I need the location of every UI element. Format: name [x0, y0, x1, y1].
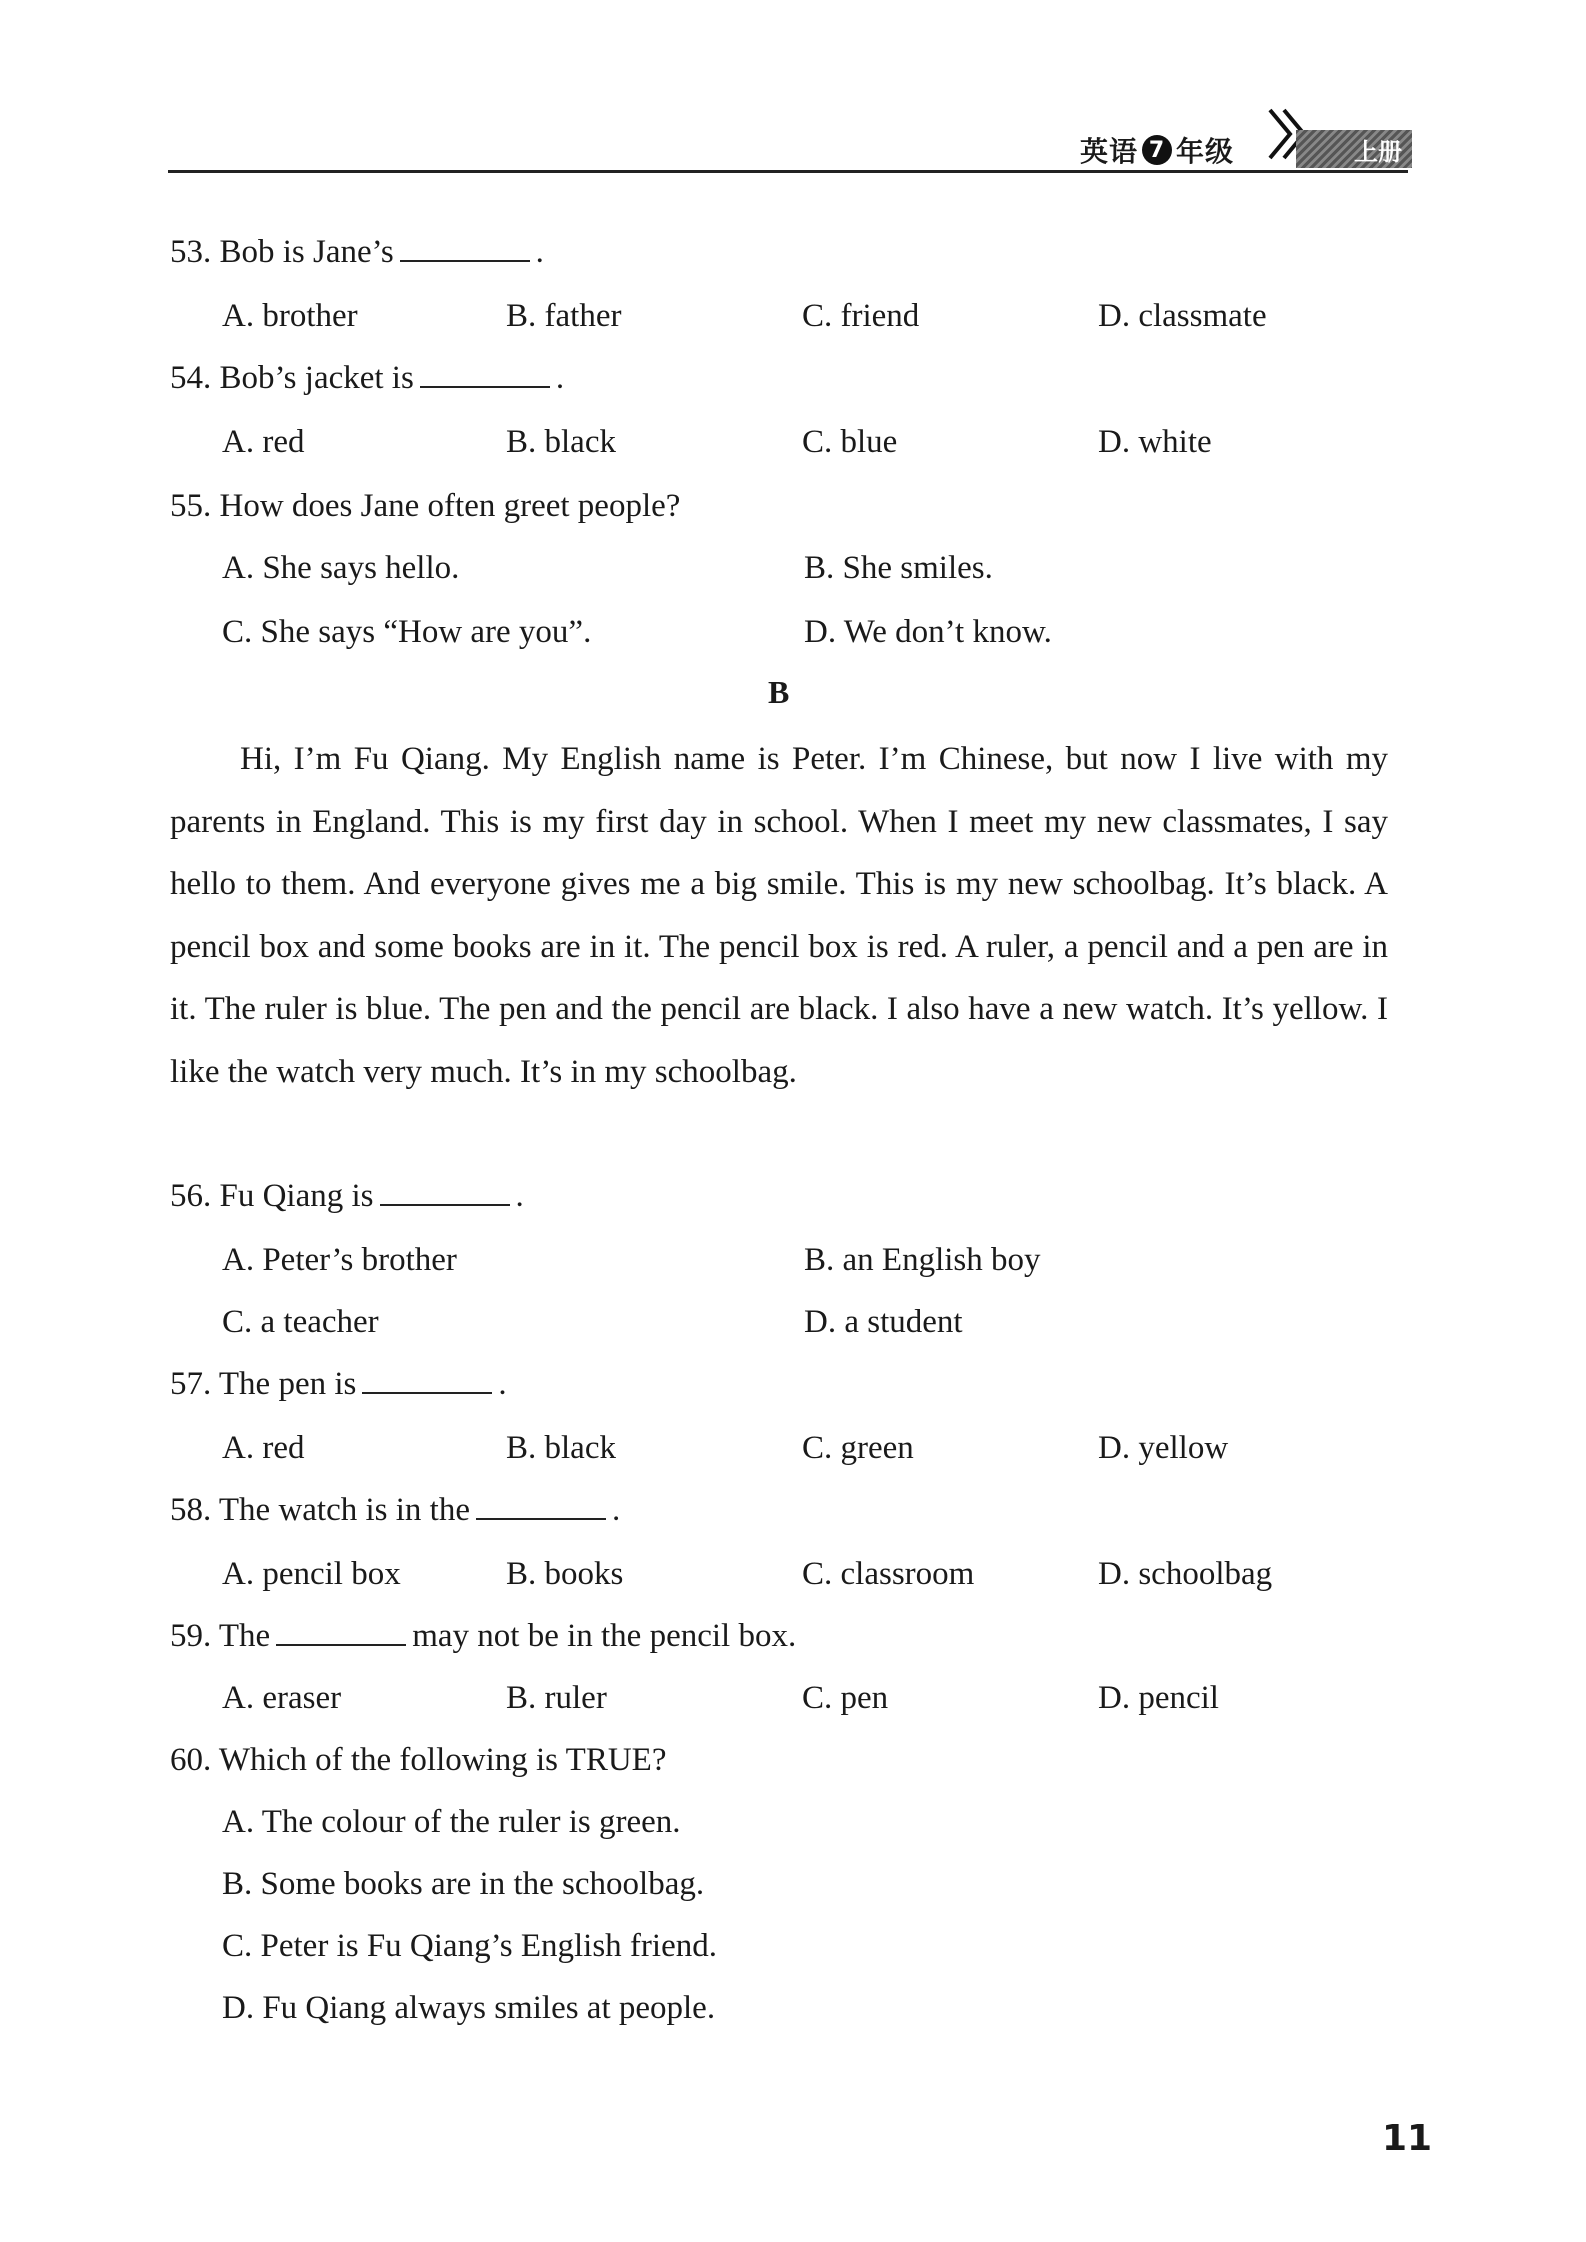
option: A. She says hello. [222, 550, 460, 586]
answer-blank [420, 358, 550, 388]
question-tail: . [515, 1178, 524, 1214]
question-tail: . [612, 1492, 621, 1528]
question-tail: may not be in the pencil box. [412, 1618, 797, 1654]
question-59 [170, 1616, 796, 1656]
question-58 [170, 1490, 620, 1530]
option: D. pencil [1098, 1680, 1219, 1716]
page-header [0, 0, 1586, 180]
option: B. Some books are in the schoolbag. [222, 1866, 705, 1902]
question-53 [170, 232, 544, 272]
option: C. friend [802, 298, 920, 334]
question-tail: . [498, 1366, 507, 1402]
question-stem: 58. The watch is in the [170, 1492, 470, 1528]
question-stem: 59. The [170, 1618, 271, 1654]
question-60: 60. Which of the following is TRUE? [170, 1742, 667, 1778]
question-56 [170, 1176, 524, 1216]
option: A. pencil box [222, 1556, 401, 1592]
option: A. eraser [222, 1680, 342, 1716]
option: C. classroom [802, 1556, 975, 1592]
option: B. books [506, 1556, 624, 1592]
option: B. ruler [506, 1680, 607, 1716]
option: C. She says “How are you”. [222, 614, 592, 650]
answer-blank [476, 1490, 606, 1520]
question-stem: 53. Bob is Jane’s [170, 234, 394, 270]
option: A. Peter’s brother [222, 1242, 457, 1278]
option: B. black [506, 424, 616, 460]
option: D. We don’t know. [804, 614, 1052, 650]
option: C. pen [802, 1680, 889, 1716]
option: D. yellow [1098, 1430, 1229, 1466]
option: B. She smiles. [804, 550, 993, 586]
option: D. classmate [1098, 298, 1267, 334]
question-55: 55. How does Jane often greet people? [170, 488, 681, 524]
question-stem: 56. Fu Qiang is [170, 1178, 374, 1214]
option: B. an English boy [804, 1242, 1041, 1278]
subject-label: 英语 [1080, 135, 1139, 168]
option: A. The colour of the ruler is green. [222, 1804, 681, 1840]
question-tail: . [535, 234, 544, 270]
option: D. white [1098, 424, 1212, 460]
option: D. schoolbag [1098, 1556, 1273, 1592]
option: B. black [506, 1430, 616, 1466]
option: C. blue [802, 424, 898, 460]
question-57 [170, 1364, 507, 1404]
option: D. a student [804, 1304, 963, 1340]
question-stem: 54. Bob’s jacket is [170, 360, 414, 396]
answer-blank [400, 232, 530, 262]
option: C. Peter is Fu Qiang’s English friend. [222, 1928, 717, 1964]
term-badge: 上册 [1296, 130, 1412, 168]
answer-blank [276, 1616, 406, 1646]
header-title [1080, 128, 1234, 172]
option: C. green [802, 1430, 914, 1466]
reading-passage: Hi, I’m Fu Qiang. My English name is Peter. I’m Chinese, but now I live with my parents in England. This is my first day in school. When I meet my new classmates, I say hello to them. And everyone gives me a big smile. This is my new schoolbag. It’s black. A pencil box and some books are in it. The pencil box is red. A ruler, a pencil and a pen are in it. The ruler is blue. The pen and the pencil are black. I also have a new watch. It’s yellow. I like the watch very much. It’s in my schoolbag. [170, 741, 1388, 1090]
option: D. Fu Qiang always smiles at people. [222, 1990, 716, 2026]
question-tail: . [555, 360, 565, 396]
option: A. brother [222, 298, 358, 334]
question-54 [170, 358, 564, 398]
option: C. a teacher [222, 1304, 379, 1340]
section-heading: B [768, 674, 790, 710]
grade-label: 年级 [1176, 135, 1235, 168]
answer-blank [362, 1364, 492, 1394]
page-number: 11 [1382, 2118, 1433, 2159]
question-stem: 57. The pen is [170, 1366, 357, 1402]
option: A. red [222, 1430, 305, 1466]
answer-blank [380, 1176, 510, 1206]
option: B. father [506, 298, 622, 334]
grade-badge: 7 [1142, 135, 1172, 165]
option: A. red [222, 424, 305, 460]
